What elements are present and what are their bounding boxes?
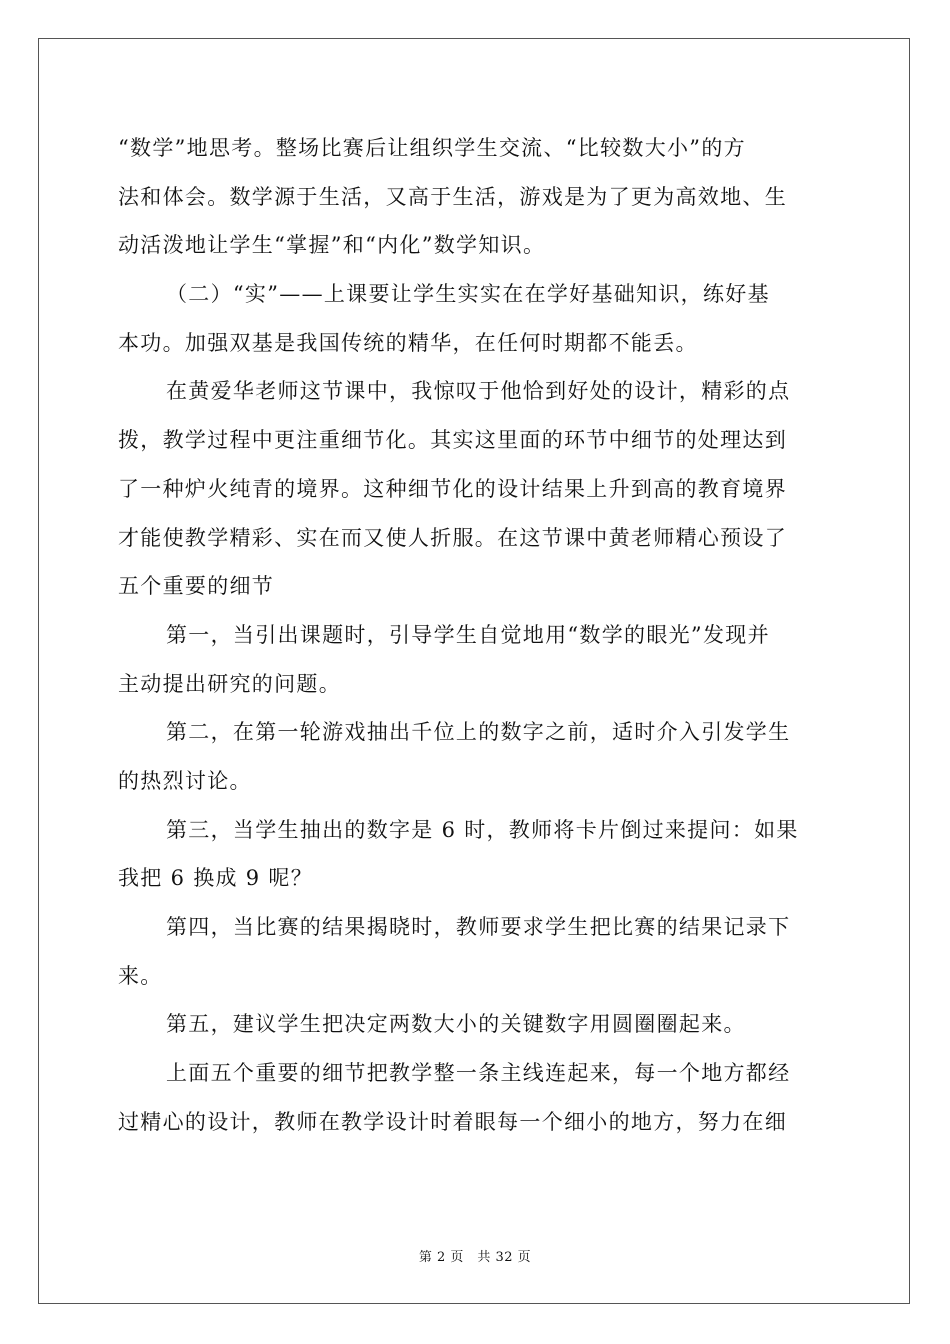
text-line: 我把 6 换成 9 呢？ [118,866,314,891]
text-line: 动活泼地让学生“掌握”和“内化”数学知识。 [118,233,546,258]
text-line: 第五，建议学生把决定两数大小的关键数字用圆圈圈起来。 [166,1012,746,1037]
text-line: 五个重要的细节 [118,574,275,599]
text-line: 才能使教学精彩、实在而又使人折服。在这节课中黄老师精心预设了 [118,525,787,550]
text-line: 的热烈讨论。 [118,768,252,793]
text-line: 了一种炉火纯青的境界。这种细节化的设计结果上升到高的教育境界 [118,476,787,501]
document-body [118,124,834,1146]
text-line: 过精心的设计，教师在教学设计时着眼每一个细小的地方，努力在细 [118,1109,787,1134]
page-footer [0,1246,950,1265]
text-line: 来。 [118,963,163,988]
text-line: 第三，当学生抽出的数字是 6 时，教师将卡片倒过来提问：如果 [166,817,799,842]
page-number-label: 第 2 页 共 32 页 [418,1250,532,1265]
text-line: 第四，当比赛的结果揭晓时，教师要求学生把比赛的结果记录下 [166,915,791,939]
text-line: 第二，在第一轮游戏抽出千位上的数字之前，适时介入引发学生 [166,720,791,745]
text-line: 本功。加强双基是我国传统的精华，在任何时期都不能丢。 [118,330,698,355]
text-line: 第一，当引出课题时，引导学生自觉地用“数学的眼光”发现并 [166,622,770,647]
text-line: （二）“实”——上课要让学生实实在在学好基础知识，练好基 [166,282,770,307]
text-line: 在黄爱华老师这节课中，我惊叹于他恰到好处的设计，精彩的点 [166,379,791,404]
text-line: 主动提出研究的问题。 [118,671,341,696]
text-line: 拨，教学过程中更注重细节化。其实这里面的环节中细节的处理达到 [118,428,787,453]
text-line: 法和体会。数学源于生活，又高于生活，游戏是为了更为高效地、生 [118,184,787,209]
text-line: 上面五个重要的细节把教学整一条主线连起来，每一个地方都经 [166,1061,791,1086]
text-line: “数学”地思考。整场比赛后让组织学生交流、“比较数大小”的方 [118,136,746,160]
